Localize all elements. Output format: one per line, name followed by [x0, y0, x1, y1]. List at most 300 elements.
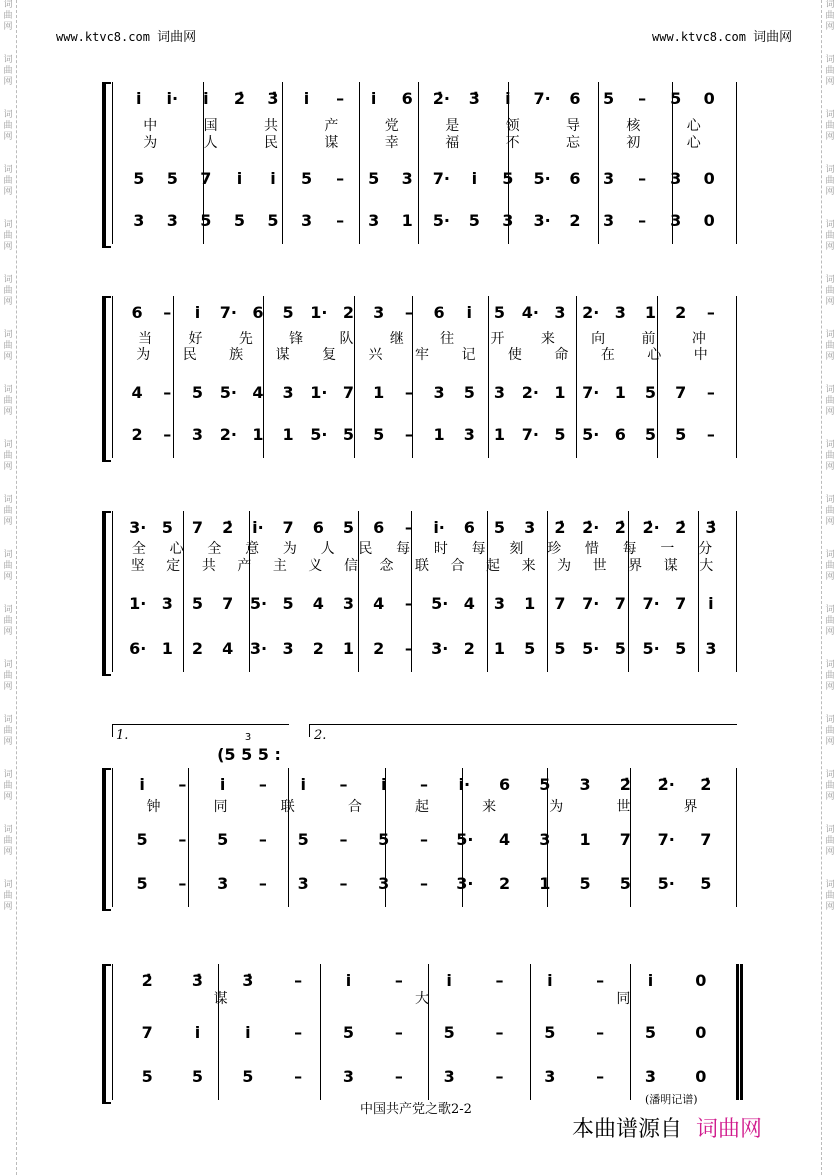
lyric-syllable: 复 — [322, 347, 337, 363]
note: 0 — [695, 1067, 707, 1086]
note: 5 — [700, 874, 712, 893]
note: 5 — [133, 169, 145, 188]
note: i — [647, 971, 654, 990]
triplet-marker: 3 — [244, 732, 252, 743]
note: 2̇· — [432, 89, 450, 108]
note: 4 — [373, 594, 385, 613]
pickup-notes: (5 5 5 : — [217, 745, 281, 764]
lyric-syllable: 心 — [169, 541, 184, 557]
note: 5· — [310, 425, 328, 444]
lyric-syllable: 意 — [245, 541, 260, 557]
note: 3 — [524, 518, 536, 537]
note: 4 — [312, 594, 324, 613]
note: 5 — [136, 830, 148, 849]
note: 7 — [222, 594, 234, 613]
lyric-syllable: 为 — [549, 799, 564, 815]
note: 5 — [644, 383, 657, 402]
bar-line — [736, 964, 739, 1100]
note: 0 — [695, 1023, 707, 1042]
note: 3 — [300, 211, 313, 230]
watermark-block: 词 曲 网 — [3, 715, 13, 747]
bar-line — [218, 964, 219, 1100]
note: 2̇ — [554, 518, 566, 537]
lyric-syllable: 共 — [201, 558, 216, 574]
header-left[interactable] — [56, 26, 196, 45]
final-bar-line — [740, 964, 743, 1100]
note: 7 — [614, 594, 626, 613]
lyric-syllable: 起 — [486, 558, 501, 574]
note: 7· — [533, 89, 551, 108]
note: 2̇ — [141, 971, 153, 990]
lyric-syllable: 心 — [686, 118, 701, 134]
watermark-block: 词 曲 网 — [825, 770, 835, 802]
note: 6· — [129, 639, 147, 658]
note: – — [178, 830, 187, 849]
lyric-syllable: 民 — [264, 135, 278, 151]
note: 2̇ — [700, 775, 712, 794]
note: 3 — [670, 169, 682, 188]
note: – — [258, 874, 267, 893]
note: i· — [166, 89, 179, 108]
note: 3 — [502, 211, 514, 230]
note: i — [505, 89, 511, 108]
note: – — [294, 971, 303, 990]
lyric-syllable: 谋 — [275, 347, 290, 363]
note: – — [706, 383, 715, 402]
note: 5 — [242, 1067, 254, 1086]
note: 5 — [282, 594, 294, 613]
note: 3̇ — [191, 971, 204, 990]
note: – — [178, 775, 187, 794]
header-left-site[interactable]: 词曲网 — [157, 30, 197, 45]
note: – — [706, 425, 715, 444]
note: 1 — [644, 303, 657, 322]
note: 0 — [703, 89, 715, 108]
watermark-block: 词 曲 网 — [825, 825, 835, 857]
note: i — [270, 169, 276, 188]
note: 2 — [342, 303, 355, 322]
lyric-syllable: 为 — [282, 541, 297, 557]
note: 0 — [703, 169, 715, 188]
note: 3 — [166, 211, 178, 230]
lyric-syllable: 忘 — [566, 135, 580, 151]
note: i — [471, 169, 478, 188]
header-right-site[interactable]: 词曲网 — [753, 30, 793, 45]
lyric-syllable: 义 — [308, 558, 323, 574]
system-bracket — [102, 768, 111, 911]
note: – — [404, 639, 413, 658]
note: – — [404, 518, 413, 537]
note: 7· — [657, 830, 675, 849]
note: – — [394, 1023, 403, 1042]
note: 5 — [644, 425, 657, 444]
note: 2 — [675, 303, 687, 322]
note: – — [339, 775, 348, 794]
note: 6 — [433, 303, 445, 322]
watermark-block: 词 曲 网 — [3, 330, 13, 362]
watermark-block: 词 曲 网 — [3, 880, 13, 912]
note: 5· — [533, 169, 551, 188]
system-bracket — [102, 964, 111, 1104]
note: 1 — [373, 383, 385, 402]
lyric-syllable: 不 — [505, 135, 520, 151]
note: 2 — [191, 639, 204, 658]
note: 3 — [297, 874, 309, 893]
note: 5 — [554, 425, 566, 444]
note: 7 — [675, 383, 687, 402]
source-banner[interactable] — [572, 1112, 762, 1143]
note: 3̇ — [705, 518, 717, 537]
note: 5· — [431, 594, 449, 613]
lyric-syllable: 大 — [415, 991, 429, 1007]
watermark-block: 词 曲 网 — [3, 550, 13, 582]
note: 5 — [267, 211, 279, 230]
watermark-block: 词 曲 网 — [825, 880, 835, 912]
bar-line — [428, 964, 429, 1100]
watermark-block: 词 曲 网 — [825, 0, 835, 32]
lyric-syllable: 使 — [507, 347, 522, 363]
note: – — [163, 383, 172, 402]
lyric-syllable: 为 — [143, 135, 158, 151]
lyric-syllable: 合 — [450, 558, 465, 574]
note: – — [638, 89, 647, 108]
note: 4 — [252, 383, 264, 402]
bar-line — [487, 511, 488, 672]
note: 0 — [695, 971, 707, 990]
note: – — [596, 971, 605, 990]
lyric-syllable: 主 — [272, 558, 287, 574]
note: 5 — [644, 1023, 657, 1042]
watermark-block: 词 曲 网 — [3, 825, 13, 857]
note: i — [547, 971, 553, 990]
lyric-syllable: 大 — [699, 558, 714, 574]
bar-line — [630, 964, 631, 1100]
lyric-syllable: 刻 — [509, 541, 524, 557]
note: 4· — [521, 303, 539, 322]
note: 5 — [342, 518, 355, 537]
note: i — [245, 1023, 251, 1042]
note: 6 — [373, 518, 385, 537]
note: 4 — [131, 383, 143, 402]
note: 7 — [200, 169, 212, 188]
note: 7 — [282, 518, 294, 537]
lyric-syllable: 锋 — [289, 331, 304, 347]
note: 5 — [524, 639, 536, 658]
lyric-syllable: 来 — [521, 558, 536, 574]
note: 2· — [582, 303, 600, 322]
note: 3 — [614, 303, 626, 322]
bar-line — [418, 82, 419, 244]
note: – — [339, 830, 348, 849]
bar-line — [282, 82, 283, 244]
note: – — [495, 1067, 504, 1086]
lyric-syllable: 为 — [136, 347, 151, 363]
note: 3 — [493, 383, 506, 402]
bar-line — [736, 82, 737, 244]
lyric-syllable: 是 — [445, 118, 460, 134]
lyric-syllable: 同 — [213, 799, 228, 815]
note: 3 — [443, 1067, 455, 1086]
lyric-syllable: 来 — [540, 331, 555, 347]
lyric-syllable: 在 — [600, 347, 615, 363]
note: 3· — [129, 518, 147, 537]
note: 7 — [342, 383, 355, 402]
note: 5 — [233, 211, 245, 230]
note: i — [380, 775, 387, 794]
note: – — [258, 775, 267, 794]
note: 3 — [133, 211, 145, 230]
note: 6 — [569, 89, 581, 108]
note: 2 — [569, 211, 581, 230]
volta-2-bracket — [309, 724, 737, 737]
lyric-syllable: 界 — [683, 799, 698, 815]
note: – — [404, 303, 413, 322]
note: 3̇ — [242, 971, 254, 990]
note: 2̇ — [619, 775, 631, 794]
note: 1 — [539, 874, 551, 893]
lyric-syllable: 惜 — [584, 541, 599, 557]
note: 2 — [373, 639, 385, 658]
note: 5 — [342, 1023, 355, 1042]
lyric-syllable: 中 — [693, 347, 708, 363]
note: 5 — [191, 383, 204, 402]
note: 5 — [141, 1067, 153, 1086]
note: i· — [252, 518, 264, 537]
lyric-syllable: 兴 — [368, 347, 383, 363]
note: 5 — [300, 169, 313, 188]
note: 2 — [498, 874, 511, 893]
note: 5 — [579, 874, 591, 893]
lyric-syllable: 全 — [207, 541, 222, 557]
note: – — [339, 874, 348, 893]
note: 6 — [498, 775, 511, 794]
note: 3 — [705, 639, 717, 658]
source-brand-link[interactable]: 词曲网 — [696, 1117, 763, 1142]
note: i — [303, 89, 310, 108]
note: – — [596, 1023, 605, 1042]
watermark-block: 词 曲 网 — [3, 275, 13, 307]
note: 7 — [141, 1023, 153, 1042]
lyric-syllable: 全 — [131, 541, 146, 557]
note: – — [336, 89, 345, 108]
lyric-syllable: 族 — [229, 347, 244, 363]
note: – — [404, 594, 413, 613]
note: 5· — [582, 639, 600, 658]
lyric-syllable: 世 — [616, 799, 631, 815]
note: 6 — [252, 303, 264, 322]
note: 2 — [463, 639, 475, 658]
note: i — [236, 169, 243, 188]
note: 5 — [200, 211, 212, 230]
lyric-syllable: 队 — [339, 331, 354, 347]
note: – — [420, 830, 428, 849]
watermark-block: 词 曲 网 — [825, 605, 835, 637]
lyric-syllable: 每 — [622, 541, 637, 557]
lyric-syllable: 好 — [188, 331, 203, 347]
note: 1 — [524, 594, 536, 613]
note: – — [495, 971, 504, 990]
note: 1 — [282, 425, 294, 444]
watermark-block: 词 曲 网 — [825, 330, 835, 362]
note: 1· — [129, 594, 147, 613]
lyric-syllable: 心 — [647, 347, 662, 363]
lyric-syllable: 每 — [471, 541, 486, 557]
note: – — [706, 303, 715, 322]
note: – — [638, 211, 647, 230]
bar-line — [320, 964, 321, 1100]
note: 3 — [644, 1067, 657, 1086]
watermark-block: 词 曲 网 — [825, 220, 835, 252]
bar-line — [736, 768, 737, 907]
note: 3 — [539, 830, 551, 849]
note: – — [596, 1067, 605, 1086]
note: 3 — [554, 303, 566, 322]
note: 5· — [219, 383, 237, 402]
note: 3 — [670, 211, 682, 230]
note: i — [219, 775, 226, 794]
note: 6 — [614, 425, 626, 444]
watermark-block: 词 曲 网 — [3, 0, 13, 32]
watermark-block: 词 曲 网 — [3, 440, 13, 472]
note: 5 — [136, 874, 148, 893]
note: – — [394, 1067, 403, 1086]
note: 1· — [310, 303, 328, 322]
note: 5 — [493, 303, 506, 322]
lyric-syllable: 联 — [415, 558, 429, 574]
note: – — [420, 775, 428, 794]
lyric-syllable: 信 — [343, 558, 358, 574]
bar-line — [358, 511, 359, 672]
note: – — [404, 425, 413, 444]
lyric-syllable: 先 — [238, 331, 253, 347]
note: 5 — [675, 639, 687, 658]
note: i — [446, 971, 452, 990]
system-bracket — [102, 511, 111, 676]
note: 7 — [191, 518, 204, 537]
lyric-syllable: 珍 — [547, 541, 562, 557]
note: 5 — [539, 775, 551, 794]
note: 3· — [431, 639, 449, 658]
watermark-block: 词 曲 网 — [3, 605, 13, 637]
note: 2̇ — [222, 518, 234, 537]
note: 3· — [456, 874, 474, 893]
lyric-syllable: 谋 — [663, 558, 678, 574]
note: 3 — [401, 169, 413, 188]
watermark-block: 词 曲 网 — [3, 385, 13, 417]
watermark-block: 词 曲 网 — [825, 495, 835, 527]
lyric-syllable: 开 — [490, 331, 505, 347]
note: 3 — [217, 874, 229, 893]
note: 0 — [703, 211, 715, 230]
note: 5 — [675, 425, 687, 444]
note: i· — [458, 775, 471, 794]
note: 7· — [582, 594, 600, 613]
watermark-block: 词 曲 网 — [3, 770, 13, 802]
note: 3 — [191, 425, 204, 444]
bar-line — [112, 511, 113, 672]
note: 2̇ — [233, 89, 245, 108]
note: 6 — [401, 89, 413, 108]
note: – — [163, 425, 172, 444]
bar-line — [488, 296, 489, 458]
note: 5 — [342, 425, 355, 444]
note: 3 — [342, 1067, 355, 1086]
header-left-url[interactable]: www.ktvc8.com — [56, 30, 150, 44]
note: 4 — [463, 594, 475, 613]
note: – — [638, 169, 647, 188]
note: i — [466, 303, 473, 322]
note: i — [345, 971, 352, 990]
lyric-syllable: 民 — [358, 541, 373, 557]
note: 2̇· — [657, 775, 675, 794]
note: 3 — [161, 594, 173, 613]
lyric-syllable: 命 — [554, 347, 569, 363]
note: 5· — [582, 425, 600, 444]
system-bracket — [102, 296, 111, 462]
note: 3̇ — [468, 89, 480, 108]
watermark-block: 词 曲 网 — [3, 660, 13, 692]
footer-title: 中国共产党之歌2-2 — [360, 1102, 472, 1117]
note: 3 — [342, 594, 355, 613]
note: 6 — [569, 169, 581, 188]
note: 5· — [456, 830, 474, 849]
note: 3· — [249, 639, 268, 658]
note: 5 — [443, 1023, 455, 1042]
note: – — [336, 169, 345, 188]
volta-1-label: 1. — [116, 728, 129, 743]
note: 1 — [493, 425, 506, 444]
watermark-block: 词 曲 网 — [825, 110, 835, 142]
note: 4 — [498, 830, 511, 849]
note: 3̇ — [267, 89, 279, 108]
note: i — [136, 89, 142, 108]
note: 3 — [463, 425, 475, 444]
lyric-syllable: 心 — [686, 135, 701, 151]
lyric-syllable: 人 — [203, 135, 218, 151]
header-right[interactable] — [652, 26, 792, 45]
note: 5 — [373, 425, 385, 444]
note: 5· — [432, 211, 450, 230]
header-right-url[interactable]: www.ktvc8.com — [652, 30, 746, 44]
lyric-syllable: 冲 — [691, 331, 706, 347]
note: 3 — [282, 639, 294, 658]
note: i· — [433, 518, 445, 537]
note: 5 — [468, 211, 480, 230]
note: 1 — [342, 639, 355, 658]
note: 5 — [166, 169, 178, 188]
watermark-block: 词 曲 网 — [3, 55, 13, 87]
note: 5 — [493, 518, 506, 537]
note: 7 — [619, 830, 631, 849]
volta-1-bracket — [112, 724, 289, 737]
lyric-syllable: 念 — [379, 558, 394, 574]
lyric-syllable: 幸 — [384, 135, 399, 151]
lyric-syllable: 分 — [698, 541, 713, 557]
lyric-syllable: 当 — [138, 331, 153, 347]
note: 5 — [161, 518, 173, 537]
lyric-syllable: 产 — [237, 558, 252, 574]
note: 6 — [463, 518, 475, 537]
lyric-syllable: 核 — [626, 118, 641, 134]
lyric-syllable: 产 — [324, 118, 339, 134]
lyric-syllable: 一 — [660, 541, 675, 557]
note: 5 — [217, 830, 229, 849]
note: 3 — [373, 303, 385, 322]
note: 2 — [312, 639, 324, 658]
lyric-syllable: 福 — [445, 135, 460, 151]
note: 2̇· — [582, 518, 600, 537]
note: i — [370, 89, 377, 108]
